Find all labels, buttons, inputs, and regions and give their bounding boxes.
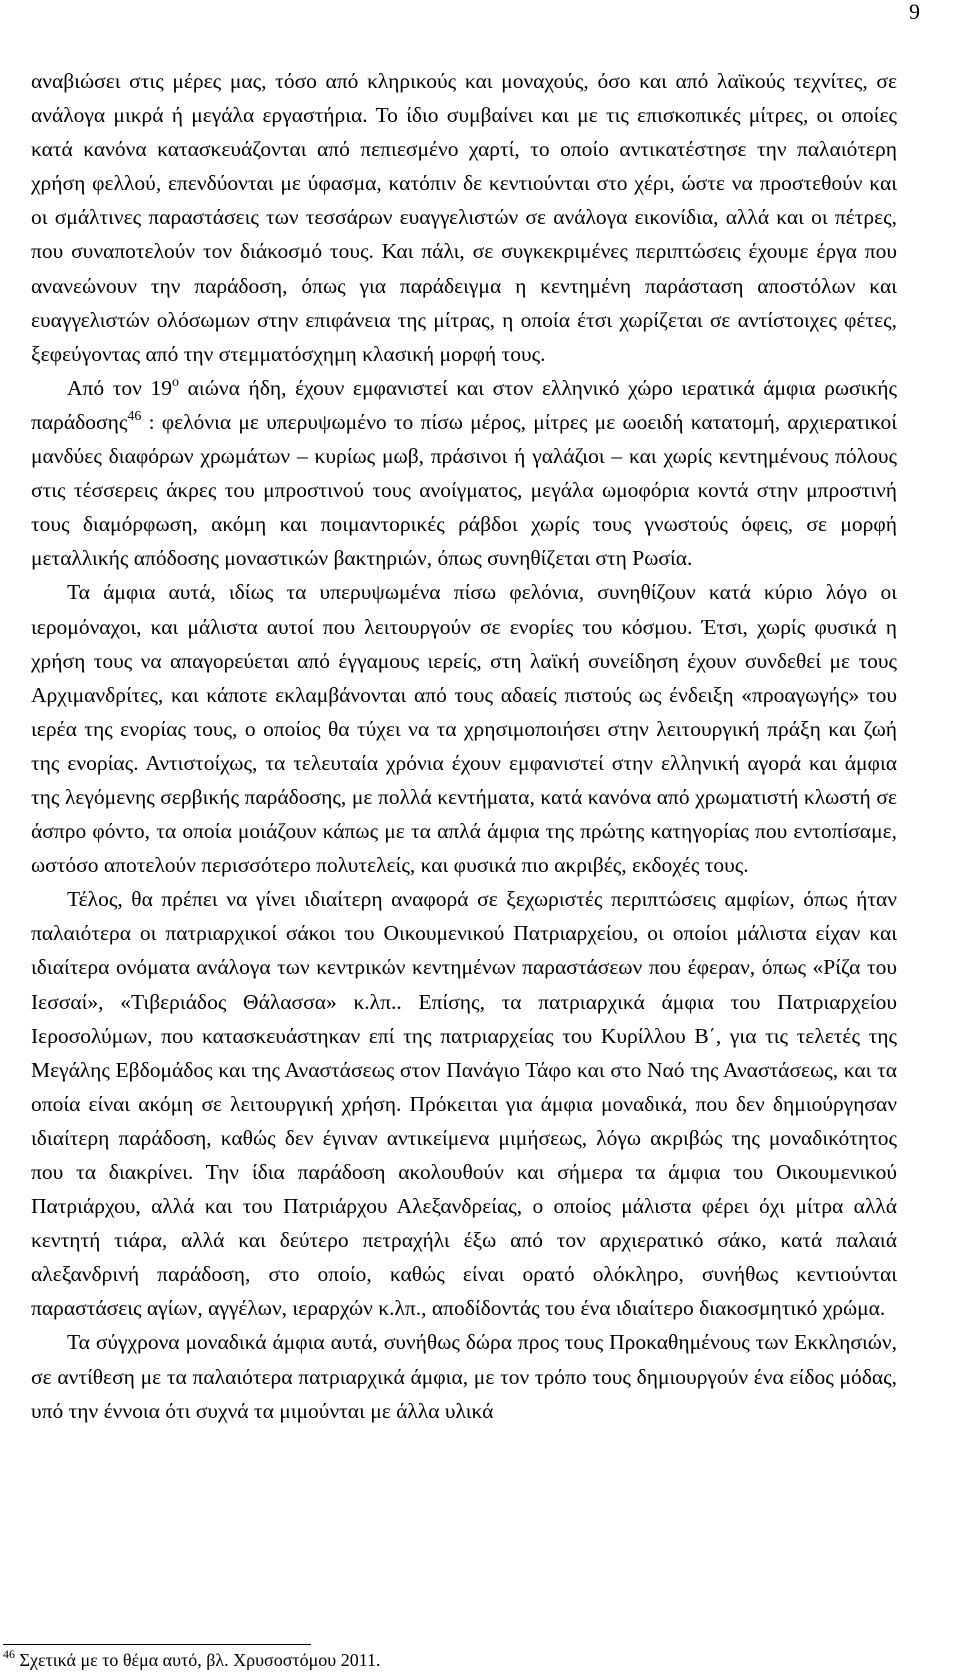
paragraph-3 [31,575,897,882]
paragraph-2-text-c: : φελόνια με υπερυψωμένο το πίσω μέρος, μίτρες με ωοειδή κατατομή, αρχιερατικοί μανδύες διαφόρων χρωμάτων – κυρίως μωβ, πράσινοι ή γαλάζιοι – και χωρίς κεντημένους πόλους στις τέσσερεις άκρες του μπροστινού τους ανοίγματος, μεγάλα ωμοφόρια κοντά στην μπροστινή τους διαμόρφωση, ακόμη και ποιμαντορικές ράβδοι χωρίς τους γνωστούς όφεις, σε μορφή μεταλλικής απόδοσης μοναστικών βακτηριών, όπως συνηθίζεται στη Ρωσία. [31,409,897,571]
footnote [3,1648,903,1672]
paragraph-3-text: Τα άμφια αυτά, ιδίως τα υπερυψωμένα πίσω φελόνια, συνηθίζουν κατά κύριο λόγο οι ιερομόναχοι, και μάλιστα αυτοί που λειτουργούν σε ενορίες του κόσμου. Έτσι, χωρίς φυσικά η χρήση τους να απαγορεύεται από έγγαμους ιερείς, στη λαϊκή συνείδηση έχουν συνδεθεί με τους Αρχιμανδρίτες, και κάποτε εκλαμβάνονται από τους αδαείς πιστούς ως ένδειξη «προαγωγής» του ιερέα της ενορίας τους, ο οποίος θα τύχει να τα χρησιμοποιήσει στην λειτουργική πράξη και ζωή της ενορίας. Αντιστοίχως, τα τελευταία χρόνια έχουν εμφανιστεί στην ελληνική αγορά και άμφια της λεγόμενης σερβικής παράδοσης, με πολλά κεντήματα, κατά κανόνα από χρωματιστή κλωστή σε άσπρο φόντο, τα οποία μοιάζουν κάπως με τα απλά άμφια της πρώτης κατηγορίας που εντοπίσαμε, ωστόσο αποτελούν περισσότερο πολυτελείς, και φυσικά πιο ακριβές, εκδοχές τους. [31,580,897,878]
footnote-text: Σχετικά με το θέμα αυτό, βλ. Χρυσοστόμου 2011. [15,1650,381,1670]
century-superscript: ο [172,374,180,390]
paragraph-1-text: αναβιώσει στις μέρες μας, τόσο από κληρικούς και μοναχούς, όσο και από λαϊκούς τεχνίτες, σε ανάλογα μικρά ή μεγάλα εργαστήρια. Το ίδιο συμβαίνει και με τις επισκοπικές μίτρες, οι οποίες κατά κανόνα κατασκευάζονται από πεπιεσμένο χαρτί, το οποίο αντικατέστησε την παλαιότερη χρήση φελλού, επενδύονται με ύφασμα, κατόπιν δε κεντιούνται στο χέρι, ώστε να προστεθούν και οι σμάλτινες παραστάσεις των τεσσάρων ευαγγελιστών σε ανάλογα εικονίδια, αλλά και οι πέτρες, που συναποτελούν τον διάκοσμό τους. Και πάλι, σε συγκεκριμένες περιπτώσεις έχουμε έργα που ανανεώνουν την παράδοση, όπως για παράδειγμα η κεντημένη παράσταση αποστόλων και ευαγγελιστών ολόσωμων στην επιφάνεια της μίτρας, η οποία έτσι χωρίζεται σε αντίστοιχες φέτες, ξεφεύγοντας από την στεμματόσχημη κλασική μορφή τους. [31,69,897,366]
footnote-reference-46: 46 [127,408,142,424]
page-number: 9 [909,0,920,24]
paragraph-2 [31,371,897,576]
paragraph-2-text-b: αιώνα ήδη, έχουν εμφανιστεί και στον ελληνικό χώρο ιερατικά άμφια ρωσικής παράδοσης [31,375,897,434]
paragraph-4 [31,882,897,1325]
body-text [31,64,897,1428]
footnote-marker: 46 [3,1647,15,1661]
paragraph-4-text: Τέλος, θα πρέπει να γίνει ιδιαίτερη αναφορά σε ξεχωριστές περιπτώσεις αμφίων, όπως ήταν παλαιότερα οι πατριαρχικοί σάκοι του Οικουμενικού Πατριαρχείου, οι οποίοι μάλιστα είχαν και ιδιαίτερα ονόματα ανάλογα των κεντρικών κεντημένων παραστάσεων που έφεραν, όπως «Ρίζα του Ιεσσαί», «Τιβεριάδος Θάλασσα» κ.λπ.. Επίσης, τα πατριαρχικά άμφια του Πατριαρχείου Ιεροσολύμων, που κατασκευάστηκαν επί της πατριαρχείας του Κυρίλλου Β΄, για τις τελετές της Μεγάλης Εβδομάδος και της Αναστάσεως στον Πανάγιο Τάφο και στο Ναό της Αναστάσεως, και τα οποία είναι ακόμη σε λειτουργική χρήση. Πρόκειται για άμφια μοναδικά, που δεν δημιούργησαν ιδιαίτερη παράδοση, καθώς δεν έγιναν αντικείμενα μιμήσεως, λόγω ακριβώς της μοναδικότητος που τα διακρίνει. Την ίδια παράδοση ακολουθούν και σήμερα τα άμφια του Οικουμενικού Πατριάρχου, αλλά και του Πατριάρχου Αλεξανδρείας, ο οποίος μάλιστα φέρει όχι μίτρα αλλά κεντητή τιάρα, αλλά και δεύτερο πετραχήλι έξω από τον αρχιερατικό σάκο, κατά παλαιά αλεξανδρινή παράδοση, στο οποίο, καθώς είναι ορατό ολόκληρο, συνήθως κεντιούνται παραστάσεις αγίων, αγγέλων, ιεραρχών κ.λπ., αποδίδοντάς του ένα ιδιαίτερο διακοσμητικό χρώμα. [31,887,897,1321]
paragraph-5 [31,1325,897,1427]
footnote-separator [3,1644,311,1645]
paragraph-1 [31,64,897,371]
paragraph-5-text: Τα σύγχρονα μοναδικά άμφια αυτά, συνήθως δώρα προς τους Προκαθημένους των Εκκλησιών, σε αντίθεση με τα παλαιότερα πατριαρχικά άμφια, με τον τρόπο τους δημιουργούν ένα είδος μόδας, υπό την έννοια ότι συχνά τα μιμούνται με άλλα υλικά [31,1330,897,1423]
paragraph-2-text-a: Από τον 19 [67,375,173,400]
